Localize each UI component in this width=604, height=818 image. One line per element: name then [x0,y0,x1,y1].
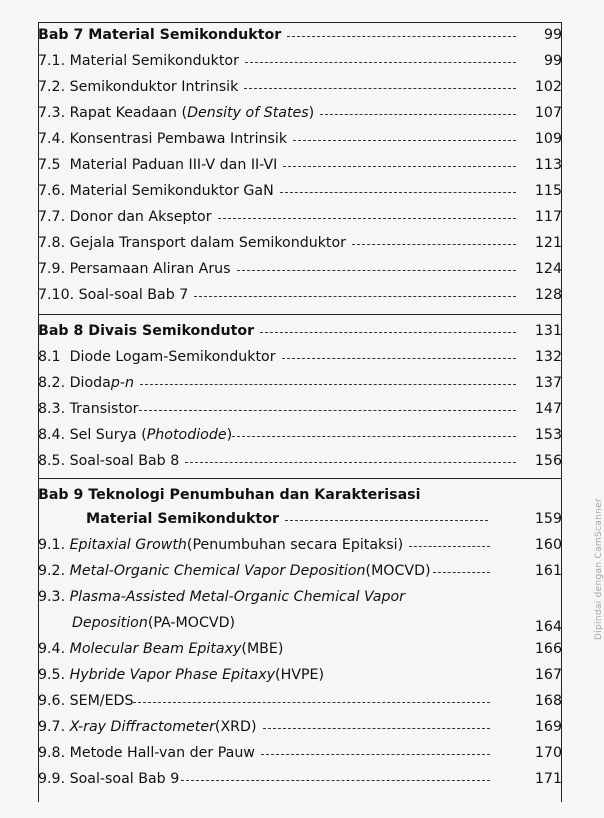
section-divider [38,478,562,479]
table-of-contents [38,22,570,802]
toc-entry: 9.7. X-ray Diffractometer (XRD) [38,714,496,740]
toc-entry: 9.5. Hybride Vapor Phase Epitaxy (HVPE) [38,667,325,683]
toc-entry: 9.9. Soal-soal Bab 9 [38,766,496,792]
chapter-8-heading: Bab 8 Divais Semikondutor [38,318,522,344]
page-number: 160 [534,537,562,553]
chapter-9-heading-line2: Material Semikonduktor [86,506,494,532]
toc-entry: 9.3. Plasma-Assisted Metal-Organic Chemical Vapor [38,589,406,605]
toc-entry-line2: Deposition (PA-MOCVD) [72,615,236,631]
page-number: 153 [534,427,562,443]
toc-entry: 7.10. Soal-soal Bab 7 [38,282,522,308]
toc-entry: 9.1. Epitaxial Growth (Penumbuhan secara Epitaksi) [38,532,496,558]
section-divider [38,314,562,315]
page-number: 170 [534,745,562,761]
page-number: 156 [534,453,562,469]
page-number: 171 [534,771,562,787]
page-number: 132 [534,349,562,365]
page-number: 131 [534,323,562,339]
page-number: 147 [534,401,562,417]
toc-entry: 8.1 Diode Logam-Semikonduktor [38,344,522,370]
toc-entry: 7.6. Material Semikonduktor GaN [38,178,522,204]
scanner-watermark: Dipindai dengan CamScanner [594,498,604,640]
toc-entry: 8.4. Sel Surya ( Photodiode ) [38,422,522,448]
page-number: 137 [534,375,562,391]
toc-entry: 9.6. SEM/EDS [38,688,496,714]
toc-entry: 8.2. Dioda p-n [38,370,522,396]
page-number: 99 [543,27,562,43]
toc-entry: 7.2. Semikonduktor Intrinsik [38,74,522,100]
page-number: 161 [534,563,562,579]
toc-entry: 7.9. Persamaan Aliran Arus [38,256,522,282]
toc-entry: 8.3. Transistor [38,396,522,422]
page-number: 113 [534,157,562,173]
page-number: 107 [534,105,562,121]
toc-entry: 7.4. Konsentrasi Pembawa Intrinsik [38,126,522,152]
toc-entry: 7.7. Donor dan Akseptor [38,204,522,230]
page-number: 99 [543,53,562,69]
toc-entry: 9.4. Molecular Beam Epitaxy (MBE) [38,641,284,657]
toc-entry: 9.2. Metal-Organic Chemical Vapor Deposition (MOCVD) [38,558,496,584]
page-number: 115 [534,183,562,199]
page-number: 166 [534,641,562,657]
toc-entry: 7.3. Rapat Keadaan ( Density of States ) [38,100,522,126]
toc-entry: 7.1. Material Semikonduktor [38,48,522,74]
chapter-7-heading: Bab 7 Material Semikonduktor [38,22,522,48]
page-number: 102 [534,79,562,95]
page-number: 167 [534,667,562,683]
page-number: 117 [534,209,562,225]
toc-entry: 7.8. Gejala Transport dalam Semikonduktor [38,230,522,256]
chapter-9-heading: Bab 9 Teknologi Penumbuhan dan Karakterisasi [38,487,421,503]
toc-entry: 7.5 Material Paduan III-V dan II-VI [38,152,522,178]
page-number: 124 [534,261,562,277]
page-number: 121 [534,235,562,251]
page-number: 128 [534,287,562,303]
page-number: 164 [534,619,562,635]
toc-entry: 9.8. Metode Hall-van der Pauw [38,740,496,766]
toc-entry: 8.5. Soal-soal Bab 8 [38,448,522,474]
page-number: 168 [534,693,562,709]
page-number: 169 [534,719,562,735]
page-number: 109 [534,131,562,147]
page-number: 159 [534,511,562,527]
